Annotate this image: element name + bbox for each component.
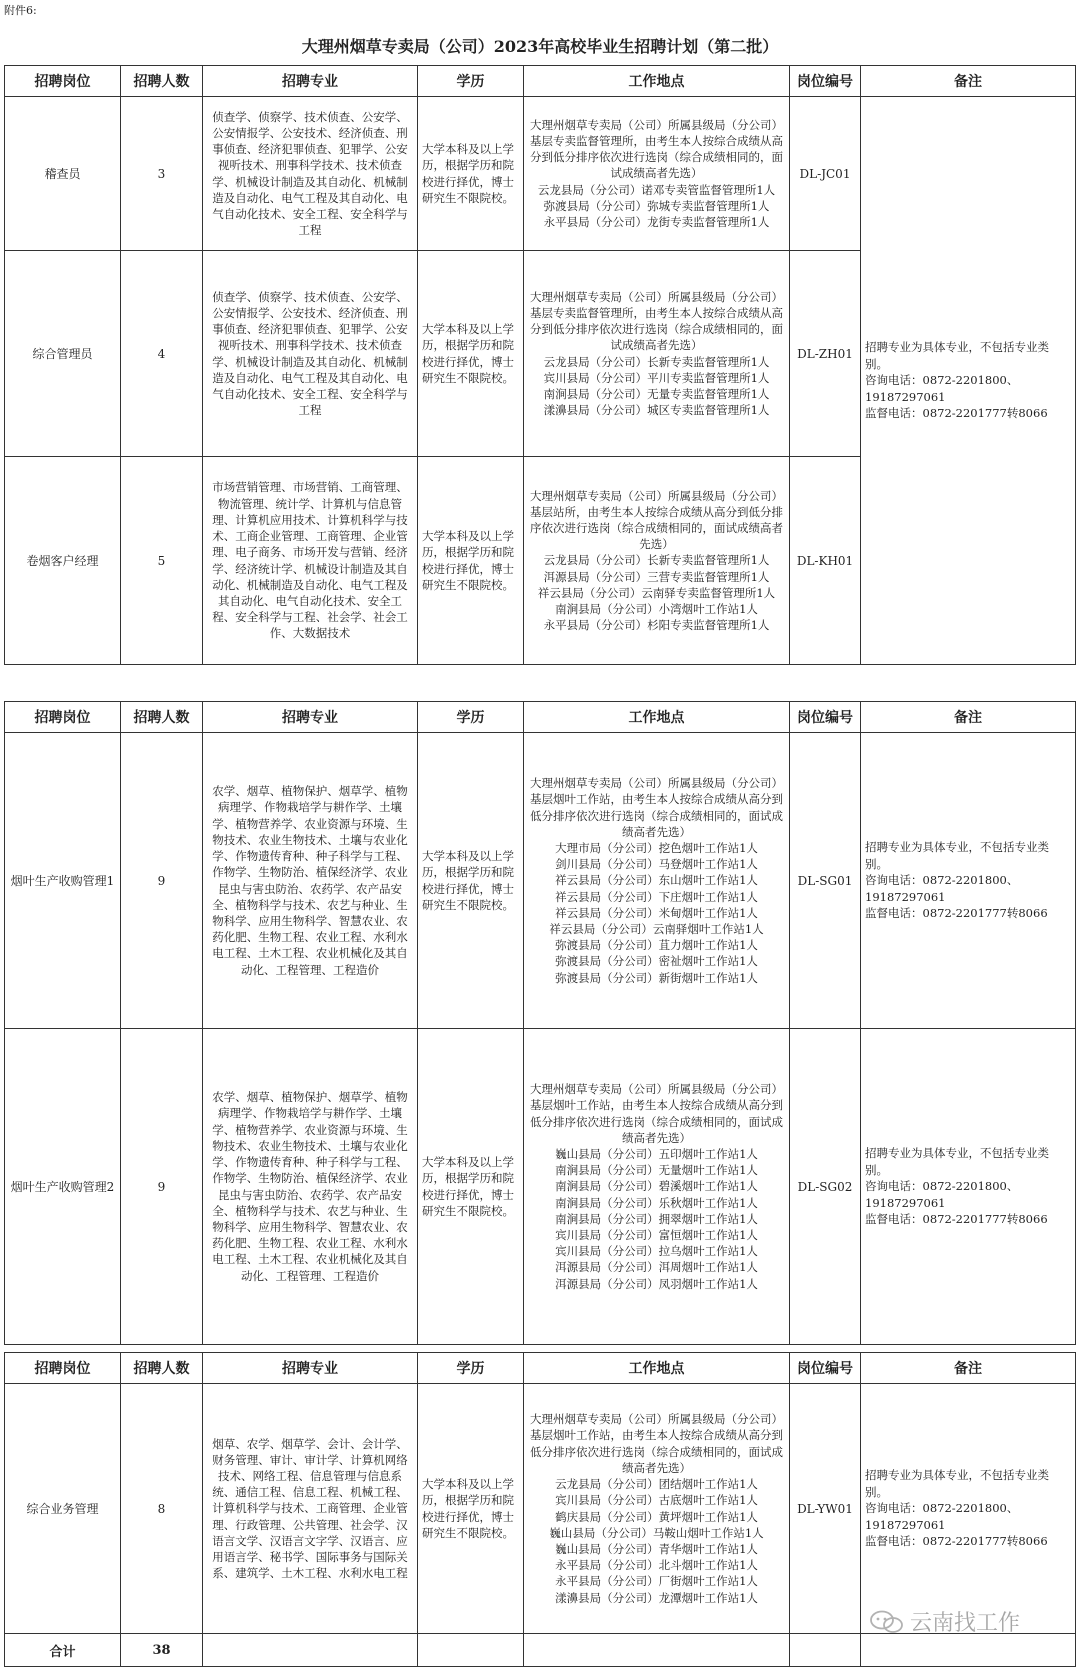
note-cell — [861, 1384, 1076, 1634]
note-cell — [861, 1029, 1076, 1345]
location-line: 巍山县局（分公司）五印烟叶工作站1人 — [555, 1146, 758, 1161]
total-label: 合计 — [5, 1634, 121, 1667]
location-line: 宾川县局（分公司）平川专卖监督管理所1人 — [543, 370, 770, 385]
post-name: 稽查员 — [5, 97, 121, 251]
col-header-education: 学历 — [418, 66, 524, 97]
col-header-count: 招聘人数 — [121, 1353, 203, 1384]
location-line: 弥渡县局（分公司）密祉烟叶工作站1人 — [555, 954, 758, 969]
col-header-post: 招聘岗位 — [5, 702, 121, 733]
col-header-count: 招聘人数 — [121, 66, 203, 97]
location-line: 云龙县局（分公司）诺邓专卖管监督管理所1人 — [537, 182, 776, 197]
post-code: DL-SG01 — [790, 733, 861, 1029]
total-row — [5, 1634, 1076, 1667]
location-intro: 大理州烟草专卖局（公司）所属县级局（分公司）基层烟叶工作站，由考生本人按综合成绩从高分到低分排序依次进行选岗（综合成绩相同的，面试成绩高者先选） — [530, 776, 783, 839]
location-line: 南涧县局（分公司）无量烟叶工作站1人 — [555, 1163, 758, 1178]
post-name: 烟叶生产收购管理2 — [5, 1029, 121, 1345]
location-line: 祥云县局（分公司）云南驿烟叶工作站1人 — [549, 922, 764, 936]
location-intro: 大理州烟草专卖局（公司）所属县级局（分公司）基层专卖监督管理所，由考生本人按综合成绩从高分到低分排序依次进行选岗（综合成绩相同的，面试成绩高者先选） — [530, 289, 783, 353]
location-line: 云龙县局（分公司）长新专卖监督管理所1人 — [543, 553, 770, 568]
post-code: DL-KH01 — [790, 457, 861, 665]
note-line: 咨询电话：0872-2201800、19187297061 — [865, 1501, 1019, 1532]
note-line: 监督电话：0872-2201777转8066 — [865, 1212, 1048, 1227]
wechat-icon — [870, 1610, 904, 1634]
location-line: 永平县局（分公司）厂街烟叶工作站1人 — [555, 1574, 758, 1589]
education-cell: 大学本科及以上学历，根据学历和院校进行择优，博士研究生不限院校。 — [418, 97, 524, 251]
post-count: 9 — [121, 1029, 203, 1345]
watermark — [870, 1606, 1020, 1637]
empty-cell — [524, 1634, 790, 1667]
location-cell — [524, 251, 790, 457]
post-name: 烟叶生产收购管理1 — [5, 733, 121, 1029]
majors-cell: 烟草、农学、烟草学、会计、会计学、财务管理、审计、审计学、计算机网络技术、网络工程、信息管理与信息系统、通信工程、信息工程、机械工程、计算机科学与技术、工商管理、企业管理、行政管理、公共管理、社会学、汉语言文学、汉语言文字学、汉语言、应用语言学、秘书学、国际事务与国际关系、建筑学、土木工程、水利水电工程 — [203, 1384, 418, 1634]
col-header-code: 岗位编号 — [790, 1353, 861, 1384]
col-header-majors: 招聘专业 — [203, 702, 418, 733]
location-line: 祥云县局（分公司）云南驿专卖监督管理所1人 — [537, 585, 776, 600]
location-line: 漾濞县局（分公司）龙潭烟叶工作站1人 — [555, 1590, 758, 1605]
note-line: 招聘专业为具体专业，不包括专业类别。 — [865, 840, 1049, 871]
location-line: 巍山县局（分公司）马鞍山烟叶工作站1人 — [549, 1525, 764, 1540]
col-header-note: 备注 — [861, 66, 1076, 97]
location-line: 南涧县局（分公司）无量专卖监督管理所1人 — [543, 386, 770, 401]
note-cell — [861, 97, 1076, 665]
post-code: DL-SG02 — [790, 1029, 861, 1345]
location-cell — [524, 733, 790, 1029]
col-header-location: 工作地点 — [524, 1353, 790, 1384]
location-cell — [524, 1029, 790, 1345]
col-header-education: 学历 — [418, 1353, 524, 1384]
education-cell: 大学本科及以上学历，根据学历和院校进行择优，博士研究生不限院校。 — [418, 457, 524, 665]
recruit-table-section-1 — [4, 65, 1076, 665]
location-line: 祥云县局（分公司）米甸烟叶工作站1人 — [555, 905, 758, 920]
table-row — [5, 97, 1076, 251]
col-header-education: 学历 — [418, 702, 524, 733]
location-cell — [524, 457, 790, 665]
post-code: DL-ZH01 — [790, 251, 861, 457]
majors-cell: 市场营销管理、市场营销、工商管理、物流管理、统计学、计算机与信息管理、计算机应用技术、计算机科学与技术、工商企业管理、工商管理、企业管理、电子商务、市场开发与营销、经济学、经济统计学、机械设计制造及其自动化、机械制造及自动化、电气工程及其自动化、电气自动化技术、安全工程、安全科学与工程、社会学、社会工作、大数据技术 — [203, 457, 418, 665]
location-line: 漾濞县局（分公司）城区专卖监督管理所1人 — [543, 403, 770, 418]
post-name: 综合业务管理 — [5, 1384, 121, 1634]
table-row — [5, 733, 1076, 1029]
table-header-row — [5, 702, 1076, 733]
col-header-count: 招聘人数 — [121, 702, 203, 733]
post-count: 5 — [121, 457, 203, 665]
empty-cell — [790, 1634, 861, 1667]
location-line: 南涧县局（分公司）碧溪烟叶工作站1人 — [555, 1179, 758, 1194]
majors-cell: 侦查学、侦察学、技术侦查、公安学、公安情报学、公安技术、经济侦查、刑事侦查、经济犯罪侦查、犯罪学、公安视听技术、刑事科学技术、技术侦查学、机械设计制造及其自动化、机械制造及自动化、电气工程及其自动化、电气自动化技术、安全工程、安全科学与工程 — [203, 97, 418, 251]
col-header-location: 工作地点 — [524, 702, 790, 733]
education-cell: 大学本科及以上学历，根据学历和院校进行择优，博士研究生不限院校。 — [418, 1384, 524, 1634]
majors-cell: 农学、烟草、植物保护、烟草学、植物病理学、作物栽培学与耕作学、土壤学、植物营养学、农业资源与环境、生物技术、农业生物技术、土壤与农业化学、作物遗传育种、种子科学与工程、作物学、生物防治、植保经济学、农业昆虫与害虫防治、农药学、农产品安全、植物科学与技术、农艺与种业、生物科学、应用生物科学、智慧农业、农药化肥、生物工程、农业工程、水利水电工程、土木工程、农业机械化及其自动化、工程管理、工程造价 — [203, 1029, 418, 1345]
table-row — [5, 1384, 1076, 1634]
note-line: 咨询电话：0872-2201800、19187297061 — [865, 373, 1019, 404]
location-line: 弥渡县局（分公司）新街烟叶工作站1人 — [555, 970, 758, 985]
col-header-code: 岗位编号 — [790, 66, 861, 97]
note-line: 监督电话：0872-2201777转8066 — [865, 1534, 1048, 1549]
recruit-table-section-2 — [4, 701, 1076, 1345]
post-count: 9 — [121, 733, 203, 1029]
location-line: 洱源县局（分公司）三营专卖监督管理所1人 — [543, 569, 770, 584]
post-count: 3 — [121, 97, 203, 251]
location-line: 巍山县局（分公司）青华烟叶工作站1人 — [555, 1541, 758, 1556]
location-intro: 大理州烟草专卖局（公司）所属县级局（分公司）基层站所，由考生本人按综合成绩从高分到低分排序依次进行选岗（综合成绩相同的，面试成绩高者先选） — [530, 488, 783, 552]
location-line: 祥云县局（分公司）下庄烟叶工作站1人 — [555, 889, 758, 904]
location-intro: 大理州烟草专卖局（公司）所属县级局（分公司）基层烟叶工作站，由考生本人按综合成绩从高分到低分排序依次进行选岗（综合成绩相同的，面试成绩高者先选） — [530, 1082, 783, 1145]
post-count: 4 — [121, 251, 203, 457]
col-header-note: 备注 — [861, 1353, 1076, 1384]
table-header-row — [5, 66, 1076, 97]
note-line: 咨询电话：0872-2201800、19187297061 — [865, 1179, 1019, 1210]
col-header-note: 备注 — [861, 702, 1076, 733]
note-line: 监督电话：0872-2201777转8066 — [865, 406, 1048, 421]
col-header-majors: 招聘专业 — [203, 1353, 418, 1384]
location-line: 洱源县局（分公司）洱周烟叶工作站1人 — [555, 1260, 758, 1275]
location-line: 弥渡县局（分公司）苴力烟叶工作站1人 — [555, 938, 758, 953]
location-line: 永平县局（分公司）龙街专卖监督管理所1人 — [543, 215, 770, 229]
education-cell: 大学本科及以上学历，根据学历和院校进行择优，博士研究生不限院校。 — [418, 1029, 524, 1345]
col-header-post: 招聘岗位 — [5, 66, 121, 97]
location-intro: 大理州烟草专卖局（公司）所属县级局（分公司）基层专卖监督管理所，由考生本人按综合成绩从高分到低分排序依次进行选岗（综合成绩相同的，面试成绩高者先选） — [530, 117, 783, 181]
empty-cell — [203, 1634, 418, 1667]
location-line: 剑川县局（分公司）马登烟叶工作站1人 — [555, 857, 758, 872]
col-header-post: 招聘岗位 — [5, 1353, 121, 1384]
location-line: 永平县局（分公司）北斗烟叶工作站1人 — [555, 1558, 758, 1573]
post-count: 8 — [121, 1384, 203, 1634]
post-code: DL-JC01 — [790, 97, 861, 251]
post-name: 卷烟客户经理 — [5, 457, 121, 665]
col-header-majors: 招聘专业 — [203, 66, 418, 97]
post-code: DL-YW01 — [790, 1384, 861, 1634]
table-row — [5, 1029, 1076, 1345]
location-line: 弥渡县局（分公司）弥城专卖监督管理所1人 — [543, 198, 770, 213]
majors-cell: 农学、烟草、植物保护、烟草学、植物病理学、作物栽培学与耕作学、土壤学、植物营养学、农业资源与环境、生物技术、农业生物技术、土壤与农业化学、作物遗传育种、种子科学与工程、作物学、生物防治、植保经济学、农业昆虫与害虫防治、农药学、农产品安全、植物科学与技术、农艺与种业、生物科学、应用生物科学、智慧农业、农药化肥、生物工程、农业工程、水利水电工程、土木工程、农业机械化及其自动化、工程管理、工程造价 — [203, 733, 418, 1029]
location-line: 南涧县局（分公司）乐秋烟叶工作站1人 — [555, 1195, 758, 1210]
total-count: 38 — [121, 1634, 203, 1667]
watermark-text: 云南找工作 — [910, 1611, 1021, 1636]
location-intro: 大理州烟草专卖局（公司）所属县级局（分公司）基层烟叶工作站，由考生本人按综合成绩从高分到低分排序依次进行选岗（综合成绩相同的，面试成绩高者先选） — [530, 1412, 783, 1475]
location-line: 祥云县局（分公司）东山烟叶工作站1人 — [555, 873, 758, 888]
note-line: 监督电话：0872-2201777转8066 — [865, 906, 1048, 921]
location-cell — [524, 1384, 790, 1634]
location-line: 宾川县局（分公司）古底烟叶工作站1人 — [555, 1493, 758, 1508]
location-line: 永平县局（分公司）杉阳专卖监督管理所1人 — [543, 618, 770, 633]
note-line: 招聘专业为具体专业，不包括专业类别。 — [865, 340, 1049, 371]
location-line: 鹤庆县局（分公司）黄坪烟叶工作站1人 — [555, 1509, 758, 1524]
page-title: 大理州烟草专卖局（公司）2023年高校毕业生招聘计划（第二批） — [301, 37, 779, 56]
note-line: 招聘专业为具体专业，不包括专业类别。 — [865, 1146, 1049, 1177]
col-header-location: 工作地点 — [524, 66, 790, 97]
education-cell: 大学本科及以上学历，根据学历和院校进行择优，博士研究生不限院校。 — [418, 251, 524, 457]
empty-cell — [861, 1634, 1076, 1667]
location-line: 南涧县局（分公司）小湾烟叶工作站1人 — [555, 602, 758, 616]
note-line: 招聘专业为具体专业，不包括专业类别。 — [865, 1468, 1049, 1499]
education-cell: 大学本科及以上学历，根据学历和院校进行择优，博士研究生不限院校。 — [418, 733, 524, 1029]
location-line: 南涧县局（分公司）拥翠烟叶工作站1人 — [555, 1211, 758, 1226]
majors-cell: 侦查学、侦察学、技术侦查、公安学、公安情报学、公安技术、经济侦查、刑事侦查、经济犯罪侦查、犯罪学、公安视听技术、刑事科学技术、技术侦查学、机械设计制造及其自动化、机械制造及自动化、电气工程及其自动化、电气自动化技术、安全工程、安全科学与工程 — [203, 251, 418, 457]
location-line: 云龙县局（分公司）团结烟叶工作站1人 — [555, 1477, 758, 1492]
note-cell — [861, 733, 1076, 1029]
location-line: 宾川县局（分公司）富恒烟叶工作站1人 — [555, 1228, 758, 1242]
location-line: 宾川县局（分公司）拉乌烟叶工作站1人 — [555, 1244, 758, 1259]
note-line: 咨询电话：0872-2201800、19187297061 — [865, 873, 1019, 904]
location-line: 云龙县局（分公司）长新专卖监督管理所1人 — [543, 354, 770, 369]
location-cell — [524, 97, 790, 251]
table-header-row — [5, 1353, 1076, 1384]
empty-cell — [418, 1634, 524, 1667]
attachment-label: 附件6: — [4, 4, 37, 17]
location-line: 大理市局（分公司）挖色烟叶工作站1人 — [555, 840, 758, 855]
location-line: 洱源县局（分公司）凤羽烟叶工作站1人 — [555, 1276, 758, 1291]
post-name: 综合管理员 — [5, 251, 121, 457]
col-header-code: 岗位编号 — [790, 702, 861, 733]
